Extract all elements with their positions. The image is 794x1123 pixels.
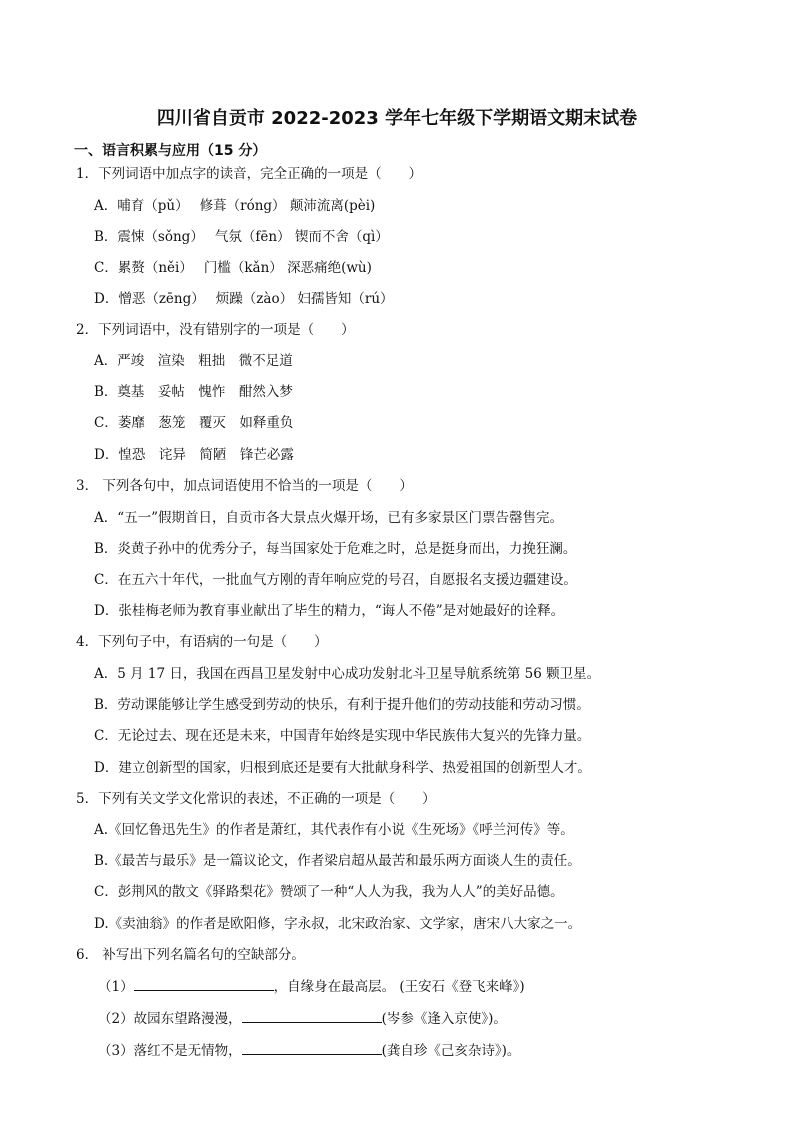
fill-item-1-prefix: （1）	[98, 979, 134, 995]
fill-item-3-prefix: （3）落红不是无情物，	[98, 1043, 242, 1059]
question-2-stem: 2．下列词语中，没有错别字的一项是（ ）	[76, 322, 355, 338]
fill-blank-2[interactable]	[242, 1008, 382, 1023]
question-5-option-c: C．彭荆风的散文《驿路梨花》赞颂了一种“人人为我，我为人人”的美好品德。	[94, 884, 564, 900]
question-6-stem: 6． 补写出下列名篇名句的空缺部分。	[76, 947, 305, 963]
question-1-option-b: B．震悚（sǒng） 气氛（fēn） 锲而不舍（qì）	[94, 229, 389, 245]
question-4-stem: 4．下列句子中，有语病的一句是（ ）	[76, 634, 328, 650]
question-5-option-b: B.《最苦与最乐》是一篇议论文，作者梁启超从最苦和最乐两方面谈人生的责任。	[94, 853, 581, 869]
question-2-option-a: A．严竣 渲染 粗拙 微不足道	[94, 353, 293, 369]
question-4-option-b: B．劳动课能够让学生感受到劳动的快乐，有利于提升他们的劳动技能和劳动习惯。	[94, 697, 590, 713]
fill-item-2	[98, 1008, 507, 1029]
question-5-option-a: A.《回忆鲁迅先生》的作者是萧红，其代表作有小说《生死场》《呼兰河传》等。	[94, 822, 574, 838]
question-2-option-b: B．奠基 妥帖 愧怍 酣然入梦	[94, 384, 293, 400]
question-3-option-d: D．张桂梅老师为教育事业献出了毕生的精力，“诲人不倦”是对她最好的诠释。	[94, 603, 565, 619]
fill-item-1-after: ，自缘身在最高层。 (王安石《登飞来峰》)	[273, 979, 525, 995]
question-3-stem: 3． 下列各句中，加点词语使用不恰当的一项是（ ）	[76, 478, 413, 494]
question-4-option-c: C．无论过去、现在还是未来，中国青年始终是实现中华民族伟大复兴的先锋力量。	[94, 728, 591, 744]
fill-blank-1[interactable]	[134, 976, 274, 991]
page-title: 四川省自贡市 2022-2023 学年七年级下学期语文期末试卷	[156, 108, 638, 129]
question-1-option-d: D．憎恶（zēng） 烦躁（zào） 妇孺皆知（rú）	[94, 291, 394, 307]
fill-item-2-after: (岑参《逢入京使》)。	[381, 1011, 507, 1027]
question-5-stem: 5．下列有关文学文化常识的表述，不正确的一项是（ ）	[76, 791, 436, 807]
question-1-stem: 1．下列词语中加点字的读音，完全正确的一项是（ ）	[76, 166, 423, 182]
question-1-option-a: A．哺育（pǔ） 修葺（róng） 颠沛流离(pèi)	[94, 198, 376, 214]
fill-item-1	[98, 976, 525, 997]
section-heading: 一、语言积累与应用（15 分）	[74, 143, 267, 159]
fill-item-3	[98, 1040, 520, 1061]
question-3-option-c: C．在五六十年代，一批血气方刚的青年响应党的号召，自愿报名支援边疆建设。	[94, 572, 577, 588]
fill-item-2-prefix: （2）故园东望路漫漫，	[98, 1011, 242, 1027]
question-3-option-b: B．炎黄子孙中的优秀分子，每当国家处于危难之时，总是挺身而出，力挽狂澜。	[94, 541, 577, 557]
fill-blank-3[interactable]	[242, 1040, 382, 1055]
question-4-option-a: A．5 月 17 日，我国在西昌卫星发射中心成功发射北斗卫星导航系统第 56 颗卫星。	[94, 666, 601, 682]
question-1-option-c: C．累赘（něi） 门槛（kǎn） 深恶痛绝(wù)	[94, 260, 372, 276]
question-5-option-d: D.《卖油翁》的作者是欧阳修，字永叔，北宋政治家、文学家，唐宋八大家之一。	[94, 916, 582, 932]
fill-item-3-after: (龚自珍《己亥杂诗》)。	[381, 1043, 521, 1059]
question-4-option-d: D．建立创新型的国家，归根到底还是要有大批献身科学、热爱祖国的创新型人才。	[94, 760, 591, 776]
question-2-option-d: D．惶恐 诧异 简陋 锋芒必露	[94, 447, 294, 463]
question-3-option-a: A．“五一”假期首日，自贡市各大景点火爆开场，已有多家景区门票告罄售完。	[94, 510, 564, 526]
question-2-option-c: C．萎靡 葱笼 覆灭 如释重负	[94, 415, 294, 431]
